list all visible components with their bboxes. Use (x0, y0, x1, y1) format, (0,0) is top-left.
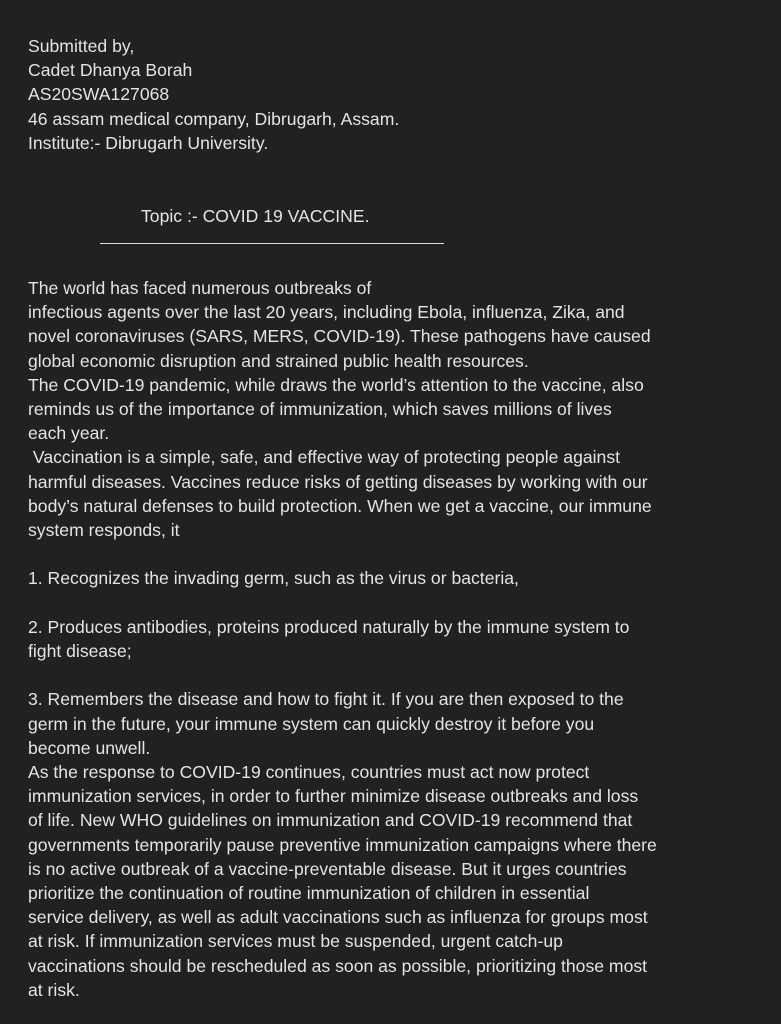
body-line: fight disease; (28, 641, 132, 662)
topic-heading: Topic :- COVID 19 VACCINE. (141, 206, 370, 226)
paragraph-gap (28, 663, 774, 687)
submission-line: 46 assam medical company, Dibrugarh, Assam. (28, 108, 400, 129)
body-line: The COVID-19 pandemic, while draws the world’s attention to the vaccine, also (28, 374, 644, 395)
body-line: 2. Produces antibodies, proteins produced naturally by the immune system to (28, 616, 630, 637)
body-line: is no active outbreak of a vaccine-preventable disease. But it urges countries (28, 858, 627, 879)
submission-block (28, 34, 774, 155)
body-line: immunization services, in order to further minimize disease outbreaks and loss (28, 786, 639, 807)
body-line: body’s natural defenses to build protection. When we get a vaccine, our immune (28, 495, 652, 516)
submission-line: Submitted by, (28, 36, 135, 56)
point-1 (28, 566, 774, 590)
body-line: infectious agents over the last 20 years, including Ebola, influenza, Zika, and (28, 302, 625, 323)
essay-body (28, 276, 774, 1002)
point-2 (28, 615, 774, 663)
body-line: The world has faced numerous outbreaks of (28, 278, 372, 298)
body-line: governments temporarily pause preventive immunization campaigns where there (28, 834, 657, 855)
body-line: service delivery, as well as adult vaccinations such as influenza for groups most (28, 907, 648, 928)
body-line: each year. (28, 423, 110, 444)
topic-underline (100, 243, 444, 244)
document-page (28, 34, 774, 1000)
body-line: at risk. (28, 979, 80, 1000)
paragraph-gap (28, 591, 774, 615)
body-line: As the response to COVID-19 continues, countries must act now protect (28, 762, 590, 783)
body-line: system responds, it (28, 520, 180, 541)
body-line: of life. New WHO guidelines on immunization and COVID-19 recommend that (28, 810, 633, 831)
body-line: reminds us of the importance of immunization, which saves millions of lives (28, 399, 612, 420)
body-line: vaccinations should be rescheduled as soon as possible, prioritizing those most (28, 955, 648, 976)
body-line: 1. Recognizes the invading germ, such as the virus or bacteria, (28, 568, 519, 589)
submission-line: Cadet Dhanya Borah (28, 60, 193, 81)
body-line: harmful diseases. Vaccines reduce risks of getting diseases by working with our (28, 471, 648, 492)
body-line: germ in the future, your immune system can quickly destroy it before you (28, 713, 595, 734)
point-3 (28, 687, 774, 1002)
body-line: global economic disruption and strained public health resources. (28, 350, 529, 371)
paragraph-gap (28, 542, 774, 566)
body-line: at risk. If immunization services must be suspended, urgent catch-up (28, 931, 563, 952)
body-line: prioritize the continuation of routine immunization of children in essential (28, 883, 590, 904)
body-line: Vaccination is a simple, safe, and effective way of protecting people against (28, 447, 621, 468)
intro-paragraph (28, 276, 774, 542)
body-line: 3. Remembers the disease and how to fight it. If you are then exposed to the (28, 689, 624, 710)
body-line: novel coronaviruses (SARS, MERS, COVID-19). These pathogens have caused (28, 326, 651, 347)
submission-line: Institute:- Dibrugarh University. (28, 132, 269, 153)
submission-line: AS20SWA127068 (28, 84, 170, 105)
body-line: become unwell. (28, 737, 151, 758)
